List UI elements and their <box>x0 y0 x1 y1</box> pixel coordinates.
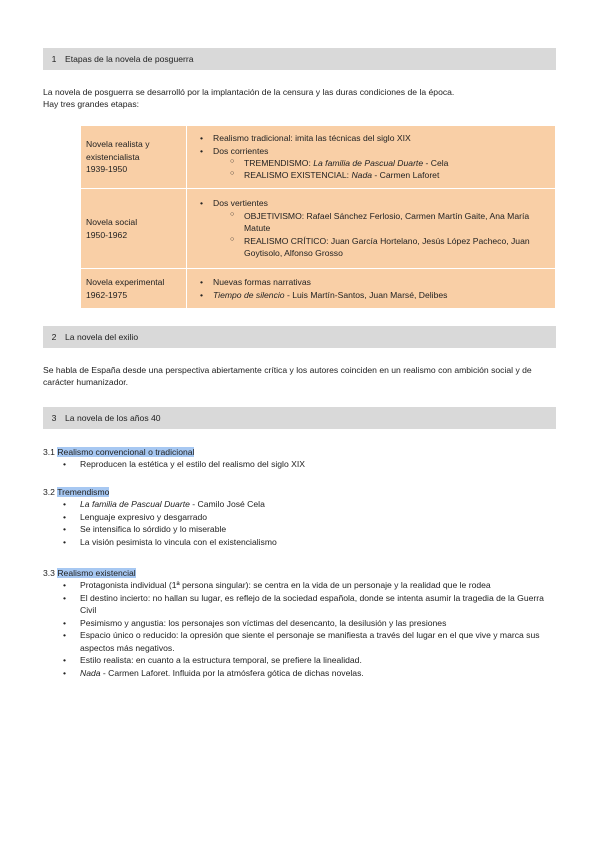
subsection-3-1: 3.1 Realismo convencional o tradicional • Reproducen la estética y el estilo del realismo del siglo XIX <box>43 446 558 471</box>
stage-content <box>187 126 556 189</box>
stage-label: Novela social 1950-1962 <box>81 189 187 269</box>
list-item: • Se intensifica lo sórdido y lo miserable <box>43 523 558 535</box>
stage-content <box>187 189 556 269</box>
list-item: • Protagonista individual (1ª persona singular): se centra en la vida de un personaje y la realidad que le rodea <box>43 579 558 591</box>
list-item: • Estilo realista: en cuanto a la estructura temporal, se prefiere la linealidad. <box>43 654 558 666</box>
section-number: 1 <box>51 53 57 64</box>
exile-paragraph: Se habla de España desde una perspectiva abiertamente crítica y los autores coinciden en un realismo con ambición social y de carácter humanizador. <box>43 365 532 388</box>
list-item: • Reproducen la estética y el estilo del realismo del siglo XIX <box>43 458 558 470</box>
list-item: • Dos vertientes ○ OBJETIVISMO: Rafael Sánchez Ferlosio, Carmen Martín Gaite, Ana María Matute ○ REALISMO CRÍTICO: Juan García Hortelano, Jesús López Pacheco, Juan Goytisolo, Alfonso Grosso <box>193 197 549 259</box>
stage-label: Novela experimental 1962-1975 <box>81 269 187 309</box>
list-item: • La familia de Pascual Duarte - Camilo José Cela <box>43 498 558 510</box>
section-number: 2 <box>51 331 57 342</box>
list-item: • Nada - Carmen Laforet. Influida por la atmósfera gótica de dichas novelas. <box>43 667 558 679</box>
stage-content <box>187 269 556 309</box>
section-2-header <box>43 326 556 348</box>
list-item: • Dos corrientes ○ TREMENDISMO: La familia de Pascual Duarte - Cela ○ REALISMO EXISTENCIAL: Nada - Carmen Laforet <box>193 145 549 182</box>
section-title: La novela de los años 40 <box>65 412 161 423</box>
subsection-title: Tremendismo <box>57 487 110 497</box>
intro-line-2: Hay tres grandes etapas: <box>43 99 140 110</box>
subsection-3-2: 3.2 Tremendismo • La familia de Pascual Duarte - Camilo José Cela • Lenguaje expresivo y desgarrado • Se intensifica lo sórdido y lo miserable • La visión pesimista lo vincula con el existencialismo <box>43 486 558 548</box>
section-1-header <box>43 48 556 70</box>
table-row <box>81 126 556 189</box>
stage-label: Novela realista y existencialista 1939-1950 <box>81 126 187 189</box>
list-item: • La visión pesimista lo vincula con el existencialismo <box>43 536 558 548</box>
list-item: ○ REALISMO EXISTENCIAL: Nada - Carmen Laforet <box>213 169 549 181</box>
table-row <box>81 189 556 269</box>
stages-table <box>80 125 556 309</box>
section-title: La novela del exilio <box>65 331 139 342</box>
list-item: • Realismo tradicional: imita las técnicas del siglo XIX <box>193 132 549 144</box>
list-item: • Nuevas formas narrativas <box>193 276 549 288</box>
subsection-3-3: 3.3 Realismo existencial • Protagonista individual (1ª persona singular): se centra en la vida de un personaje y la realidad que le rodea • El destino incierto: no hallan su lugar, es reflejo de la sociedad española, donde se intenta asumir la tragedia de la Guerra Civil • Pesimismo y angustia: los personajes son víctimas del desencanto, la desilusión y las presiones • Espacio único o reducido: la opresión que siente el personaje se manifiesta a través del lugar en el que vive y marca sus aspectos más negativos. • Estilo realista: en cuanto a la estructura temporal, se prefiere la linealidad. • Nada - Carmen Laforet. Influida por la atmósfera gótica de dichas novelas. <box>43 567 558 679</box>
list-item: • Lenguaje expresivo y desgarrado <box>43 511 558 523</box>
subsection-title: Realismo convencional o tradicional <box>57 447 195 457</box>
list-item: • El destino incierto: no hallan su lugar, es reflejo de la sociedad española, donde se intenta asumir la tragedia de la Guerra Civil <box>43 592 558 617</box>
section-3-header <box>43 407 556 429</box>
table-row <box>81 269 556 309</box>
list-item: • Pesimismo y angustia: los personajes son víctimas del desencanto, la desilusión y las presiones <box>43 617 558 629</box>
list-item: ○ REALISMO CRÍTICO: Juan García Hortelano, Jesús López Pacheco, Juan Goytisolo, Alfonso Grosso <box>213 235 549 260</box>
list-item: ○ TREMENDISMO: La familia de Pascual Duarte - Cela <box>213 157 549 169</box>
list-item: • Espacio único o reducido: la opresión que siente el personaje se manifiesta a través del lugar en el que vive y marca sus aspectos más negativos. <box>43 629 558 654</box>
section-number: 3 <box>51 412 57 423</box>
list-item: ○ OBJETIVISMO: Rafael Sánchez Ferlosio, Carmen Martín Gaite, Ana María Matute <box>213 210 549 235</box>
list-item: • Tiempo de silencio - Luis Martín-Santos, Juan Marsé, Delibes <box>193 289 549 301</box>
section-title: Etapas de la novela de posguerra <box>65 53 194 64</box>
intro-paragraph <box>43 86 558 111</box>
subsection-title: Realismo existencial <box>57 568 136 578</box>
intro-line-1: La novela de posguerra se desarrolló por la implantación de la censura y las duras condiciones de la época. <box>43 87 455 97</box>
